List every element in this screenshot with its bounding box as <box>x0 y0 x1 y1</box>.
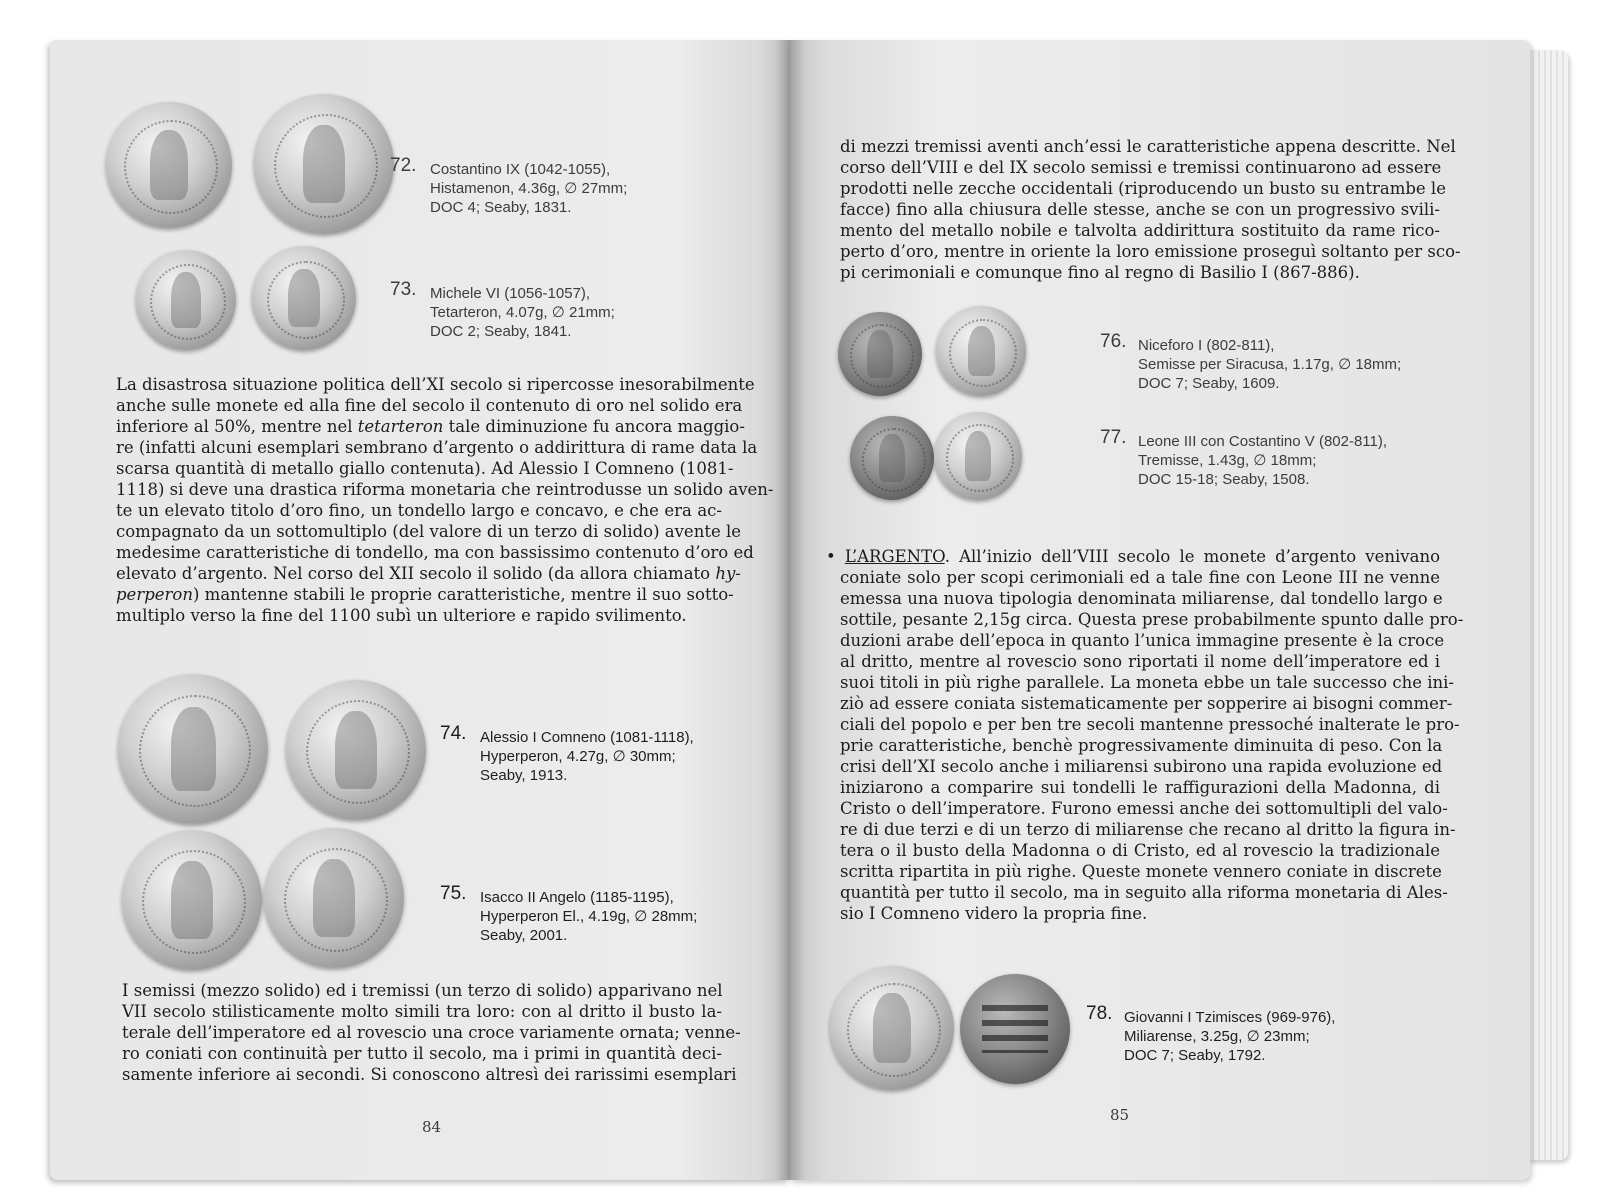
caption-76-line: Semisse per Siracusa, 1.17g, ∅ 18mm; <box>1138 356 1402 373</box>
caption-77-line: Tremisse, 1.43g, ∅ 18mm; <box>1138 452 1317 469</box>
text-line: 1118) si deve una drastica riforma monetaria che reintrodusse un solido aven- <box>116 480 774 499</box>
caption-73 <box>390 279 615 341</box>
caption-75-line: Seaby, 2001. <box>480 927 568 944</box>
caption-78-line: DOC 7; Seaby, 1792. <box>1124 1047 1266 1064</box>
text-line: re (infatti alcuni esemplari sembrano d’argento o addirittura di rame data la <box>116 438 758 457</box>
coin-78-reverse <box>960 974 1070 1084</box>
bullet-icon: • <box>826 547 836 566</box>
coin-77-obverse <box>850 416 934 500</box>
paragraph-gold-decline <box>116 374 774 626</box>
caption-73-number: 73. <box>390 279 417 300</box>
caption-77-number: 77. <box>1100 427 1127 448</box>
coin-74-reverse <box>286 680 426 820</box>
text-line: perto d’oro, mentre in oriente la loro emissione proseguì soltanto per sco- <box>840 242 1461 261</box>
text-line: compagnato da un sottomultiplo (del valore di un terzo di solido) avente le <box>116 522 742 541</box>
caption-77-line: DOC 15-18; Seaby, 1508. <box>1138 471 1310 488</box>
caption-72-number: 72. <box>390 155 417 176</box>
coin-75-reverse <box>264 828 404 968</box>
text-line <box>116 416 745 437</box>
caption-73-line: Tetarteron, 4.07g, ∅ 21mm; <box>430 304 615 321</box>
caption-75 <box>440 883 698 945</box>
text-run: . All’inizio dell’VIII secolo le monete d’argento venivano <box>944 547 1441 566</box>
text-line: sio I Comneno videro la propria fine. <box>840 904 1148 923</box>
paragraph-argento <box>826 546 1464 924</box>
text-line: mento del metallo nobile e talvolta addirittura sostituito da rame rico- <box>840 221 1440 240</box>
right-page <box>790 40 1530 1180</box>
text-line: iniziarono a comparire sui tondelli le raffigurazioni della Madonna, di <box>840 778 1440 797</box>
text-line: tera o il busto della Madonna o di Cristo, ed al rovescio la tradizionale <box>840 841 1440 860</box>
italic-term: tetarteron <box>357 417 444 436</box>
text-line: La disastrosa situazione politica dell’XI secolo si ripercosse inesorabilmente <box>116 375 755 394</box>
text-line: re di due terzi e di un terzo di miliarense che recano al dritto la figura in- <box>840 820 1456 839</box>
text-line: facce) fino alla chiusura delle stesse, anche se con un progressivo svili- <box>840 200 1440 219</box>
coin-76-reverse <box>936 306 1026 396</box>
text-line: emessa una nuova tipologia denominata miliarense, dal tondello largo e <box>840 589 1443 608</box>
text-line: terale dell’imperatore ed al rovescio una croce variamente ornata; venne- <box>122 1023 741 1042</box>
text-line <box>826 546 1440 567</box>
caption-78 <box>1086 1003 1336 1065</box>
text-line: multiplo verso la fine del 1100 subì un ulteriore e rapido svilimento. <box>116 606 687 625</box>
caption-76 <box>1100 331 1402 393</box>
caption-78-line: Giovanni I Tzimisces (969-976), <box>1124 1009 1336 1026</box>
coin-73-reverse <box>252 246 356 350</box>
text-line: suoi titoli in più righe parallele. La moneta ebbe un tale successo che ini- <box>840 673 1454 692</box>
caption-76-line: DOC 7; Seaby, 1609. <box>1138 375 1280 392</box>
text-line: prie caratteristiche, benchè progressivamente diminuita di peso. Con la <box>840 736 1443 755</box>
caption-72 <box>390 155 628 217</box>
caption-75-line: Isacco II Angelo (1185-1195), <box>480 889 674 906</box>
coin-72-obverse <box>106 102 232 228</box>
text-line: scritta ripartita in più righe. Queste monete vennero coniate in discrete <box>840 862 1442 881</box>
caption-77 <box>1100 427 1388 489</box>
caption-72-line: Costantino IX (1042-1055), <box>430 161 611 178</box>
text-line: samente inferiore ai secondi. Si conoscono altresì dei rarissimi esemplari <box>122 1065 737 1084</box>
caption-74-line: Alessio I Comneno (1081-1118), <box>480 729 694 746</box>
coin-77-reverse <box>934 412 1022 500</box>
paragraph-mezzi-tremissi <box>840 136 1461 283</box>
caption-75-number: 75. <box>440 883 467 904</box>
book-spine <box>775 40 805 1180</box>
text-line: corso dell’VIII e del IX secolo semissi e tremissi continuarono ad essere <box>840 158 1442 177</box>
caption-78-number: 78. <box>1086 1003 1113 1024</box>
italic-term: hy- <box>715 564 741 583</box>
text-run: tale diminuzione fu ancora maggio- <box>448 417 745 436</box>
text-line: ro coniati con continuità per tutto il secolo, ma i primi in quantità deci- <box>122 1044 722 1063</box>
coin-73-obverse <box>136 250 236 350</box>
coin-78-obverse <box>830 966 954 1090</box>
text-line: di mezzi tremissi aventi anch’essi le caratteristiche appena descritte. Nel <box>840 137 1456 156</box>
text-line: anche sulle monete ed alla fine del secolo il contenuto di oro nel solido era <box>116 396 743 415</box>
coin-76-obverse <box>838 312 922 396</box>
text-line: coniate solo per scopi cerimoniali ed a tale fine con Leone III ne venne <box>840 568 1440 587</box>
page-number: 84 <box>422 1118 442 1136</box>
caption-72-line: DOC 4; Seaby, 1831. <box>430 199 572 216</box>
text-line: quantità per tutto il secolo, ma in seguito alla riforma monetaria di Ales- <box>840 883 1448 902</box>
text-line: te un elevato titolo d’oro fino, un tondello largo e concavo, e che era ac- <box>116 501 722 520</box>
text-line: I semissi (mezzo solido) ed i tremissi (un terzo di solido) apparivano nel <box>122 981 723 1000</box>
section-heading: L’ARGENTO <box>844 547 945 566</box>
text-line: prodotti nelle zecche occidentali (riproducendo un busto su entrambe le <box>840 179 1446 198</box>
text-line: pi cerimoniali e comunque fino al regno di Basilio I (867-886). <box>840 263 1360 282</box>
coin-72-reverse <box>254 94 394 234</box>
caption-74-number: 74. <box>440 723 467 744</box>
page-number: 85 <box>1110 1106 1130 1124</box>
text-line: sottile, pesante 2,15g circa. Questa prese probabilmente spunto dalle pro- <box>840 610 1464 629</box>
caption-72-line: Histamenon, 4.36g, ∅ 27mm; <box>430 180 628 197</box>
caption-75-line: Hyperperon El., 4.19g, ∅ 28mm; <box>480 908 698 925</box>
text-run: inferiore al 50%, mentre nel <box>116 417 353 436</box>
text-line: Cristo o dell’imperatore. Furono emessi anche dei sottomultipli del valo- <box>840 799 1448 818</box>
caption-73-line: Michele VI (1056-1057), <box>430 285 591 302</box>
text-line: scarsa quantità di metallo giallo contenuta). Ad Alessio I Comneno (1081- <box>116 459 734 478</box>
text-line: VII secolo stilisticamente molto simili tra loro: con al dritto il busto la- <box>122 1002 722 1021</box>
coin-74-obverse <box>118 674 268 824</box>
text-line <box>116 563 741 584</box>
caption-76-number: 76. <box>1100 331 1127 352</box>
caption-76-line: Niceforo I (802-811), <box>1138 337 1275 354</box>
text-line: crisi dell’XI secolo anche i miliarensi subirono una rapida evoluzione ed <box>840 757 1443 776</box>
coin-75-obverse <box>122 830 262 970</box>
page-edges <box>1528 50 1568 1160</box>
text-line <box>116 584 734 605</box>
text-run: elevato d’argento. Nel corso del XII secolo il solido (da allora chiamato <box>116 564 711 583</box>
text-line: duzioni arabe dell’epoca in quanto l’unica immagine presente è la croce <box>840 631 1445 650</box>
italic-term: perperon <box>116 585 193 604</box>
text-line: ciali del popolo e per ben tre secoli mantenne pressoché inalterate le pro- <box>840 715 1460 734</box>
text-line: ziò ad essere coniata sistematicamente per sopperire ai bisogni commer- <box>840 694 1453 713</box>
text-run: ) mantenne stabili le proprie caratteristiche, mentre il suo sotto- <box>193 585 734 604</box>
caption-74 <box>440 723 694 785</box>
text-line: al dritto, mentre al rovescio sono riportati il nome dell’imperatore ed i <box>840 652 1440 671</box>
caption-78-line: Miliarense, 3.25g, ∅ 23mm; <box>1124 1028 1310 1045</box>
caption-77-line: Leone III con Costantino V (802-811), <box>1138 433 1388 450</box>
caption-74-line: Seaby, 1913. <box>480 767 568 784</box>
caption-73-line: DOC 2; Seaby, 1841. <box>430 323 572 340</box>
left-page <box>50 40 790 1180</box>
caption-74-line: Hyperperon, 4.27g, ∅ 30mm; <box>480 748 676 765</box>
paragraph-semissi <box>122 980 741 1085</box>
text-line: medesime caratteristiche di tondello, ma con bassissimo contenuto d’oro ed <box>116 543 754 562</box>
